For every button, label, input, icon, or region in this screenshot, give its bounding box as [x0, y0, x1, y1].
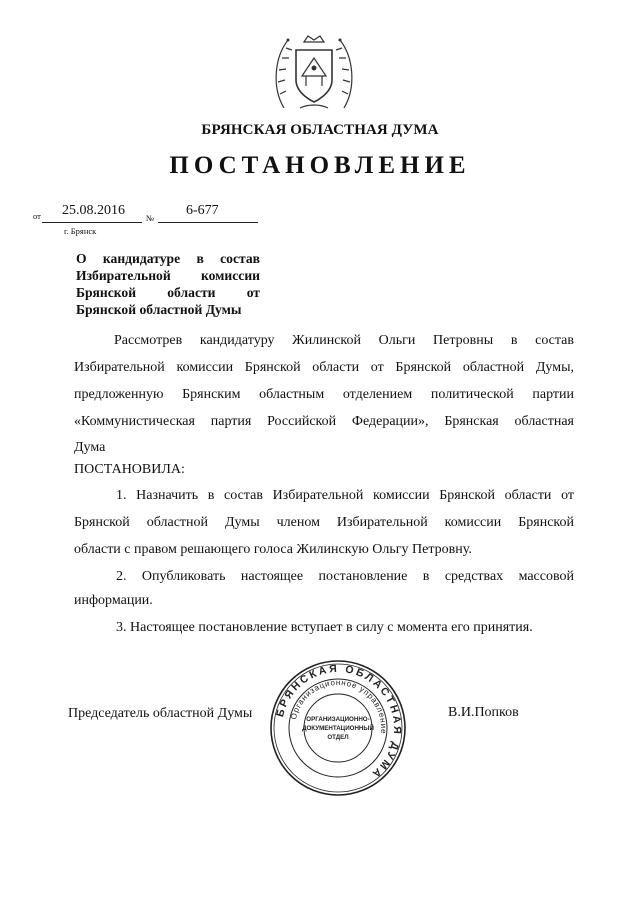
body-line: области с правом решающего голоса Жилинскую Ольгу Петровну. — [74, 542, 472, 557]
body-line: Брянской областной Думы членом Избирательной комиссии Брянской — [74, 515, 574, 530]
date-prefix-label: от — [33, 211, 41, 221]
body-line: «Коммунистическая партия Российской Федерации», Брянская областная — [74, 414, 574, 429]
number-prefix-label: № — [146, 213, 155, 223]
document-title: ПОСТАНОВЛЕНИЕ — [169, 152, 471, 179]
stamp-middle-text: Организационное управление — [288, 677, 389, 735]
subject-line: О кандидатуре в состав — [76, 251, 260, 266]
stamp-center-line: ОТДЕЛ — [327, 734, 349, 741]
body-line: информации. — [74, 593, 153, 608]
stamp-outer-text: БРЯНСКАЯ ОБЛАСТНАЯ ДУМА — [274, 662, 404, 782]
number-underline — [158, 222, 258, 223]
coat-of-arms-emblem — [266, 28, 362, 118]
resolution-heading: ПОСТАНОВИЛА: — [74, 462, 185, 477]
body-line: 3. Настоящее постановление вступает в силу с момента его принятия. — [116, 620, 533, 635]
document-subject — [76, 250, 260, 318]
body-line: 1. Назначить в состав Избирательной комиссии Брянской области от — [116, 488, 574, 503]
body-line: Рассмотрев кандидатуру Жилинской Ольги Петровны в состав — [114, 333, 574, 348]
subject-line: Брянской области от — [76, 285, 260, 300]
subject-line: Избирательной комиссии — [76, 268, 260, 283]
stamp-center-line: ДОКУМЕНТАЦИОННЫЙ — [302, 725, 374, 732]
official-stamp — [268, 658, 408, 798]
stamp-center-line: ОРГАНИЗАЦИОННО- — [306, 716, 370, 723]
subject-line: Брянской областной Думы — [76, 302, 242, 317]
date-underline — [42, 222, 142, 223]
city-label: г. Брянск — [64, 226, 97, 236]
document-number: 6-677 — [186, 203, 219, 218]
body-line: Избирательной комиссии Брянской области от Брянской областной Думы, — [74, 360, 574, 375]
organization-name: БРЯНСКАЯ ОБЛАСТНАЯ ДУМА — [201, 122, 439, 138]
signatory-position: Председатель областной Думы — [68, 706, 253, 721]
document-date: 25.08.2016 — [62, 203, 125, 218]
body-line: Дума — [74, 440, 106, 455]
signatory-name: В.И.Попков — [448, 705, 519, 720]
body-line: 2. Опубликовать настоящее постановление в средствах массовой — [116, 569, 574, 584]
body-line: предложенную Брянским областным отделением политической партии — [74, 387, 574, 402]
